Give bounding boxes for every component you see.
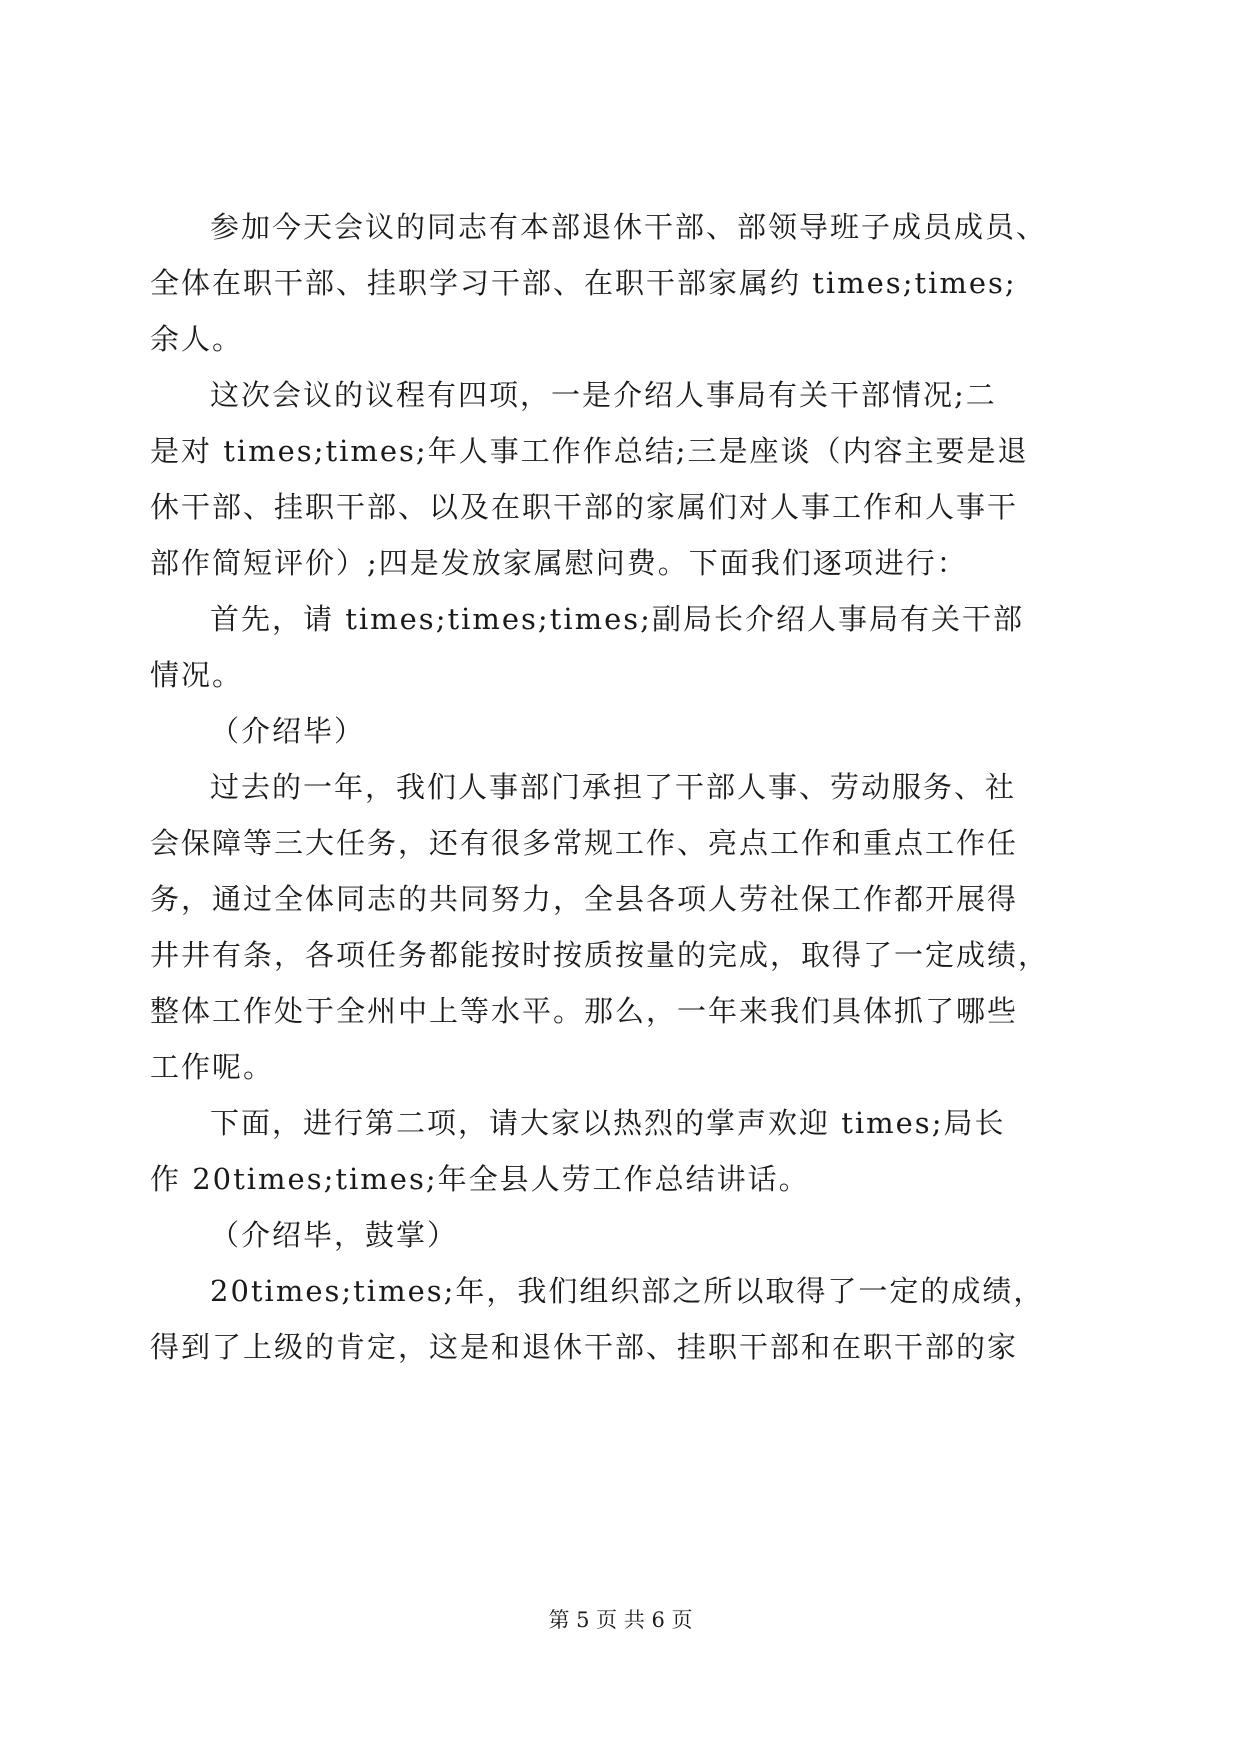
text-line: 工作呢。 (150, 1050, 275, 1084)
text-line: 会保障等三大任务，还有很多常规工作、亮点工作和重点工作任 (150, 826, 1019, 860)
text-line: 休干部、挂职干部、以及在职干部的家属们对人事工作和人事干 (150, 490, 1019, 524)
text-line: 参加今天会议的同志有本部退休干部、部领导班子成员成员、 (210, 210, 1048, 244)
text-line: 余人。 (150, 322, 244, 356)
text-line: （介绍毕，鼓掌） (210, 1218, 459, 1252)
text-line: 是对 times;times;年人事工作作总结;三是座谈（内容主要是退 (150, 434, 1029, 468)
text-line: 全体在职干部、挂职学习干部、在职干部家属约 times;times; (150, 266, 1017, 300)
text-line: 过去的一年，我们人事部门承担了干部人事、劳动服务、社 (210, 770, 1017, 804)
text-line: 20times;times;年，我们组织部之所以取得了一定的成绩， (210, 1274, 1045, 1308)
text-line: 这次会议的议程有四项，一是介绍人事局有关干部情况;二 (210, 378, 997, 412)
text-line: 部作简短评价）;四是发放家属慰问费。下面我们逐项进行： (150, 546, 968, 580)
text-line: 务，通过全体同志的共同努力，全县各项人劳社保工作都开展得 (150, 882, 1019, 916)
text-line: 情况。 (150, 658, 244, 692)
text-line: 井井有条，各项任务都能按时按质按量的完成，取得了一定成绩， (150, 938, 1050, 972)
text-line: 整体工作处于全州中上等水平。那么，一年来我们具体抓了哪些 (150, 994, 1019, 1028)
text-line: 首先，请 times;times;times;副局长介绍人事局有关干部 (210, 602, 1024, 636)
text-line: 得到了上级的肯定，这是和退休干部、挂职干部和在职干部的家 (150, 1330, 1019, 1364)
text-line: 作 20times;times;年全县人劳工作总结讲话。 (150, 1162, 810, 1196)
page-number-footer: 第 5 页 共 6 页 (548, 1608, 693, 1632)
text-line: 下面，进行第二项，请大家以热烈的掌声欢迎 times;局长 (210, 1106, 1006, 1140)
text-line: （介绍毕） (210, 714, 366, 748)
